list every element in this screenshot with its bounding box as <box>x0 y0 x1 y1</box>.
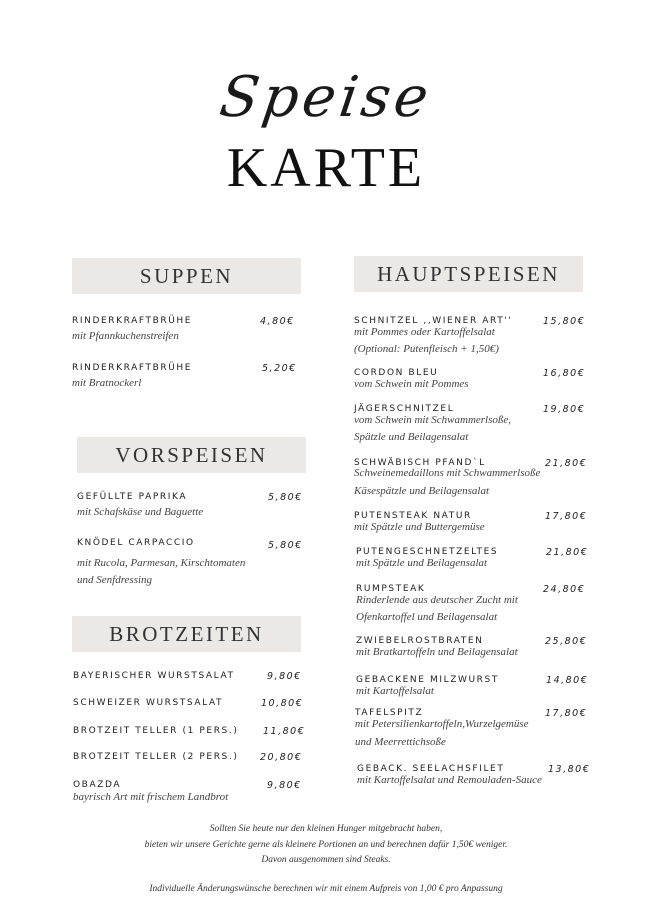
title-script: Speise <box>215 65 437 130</box>
item-price: 5,20€ <box>262 363 297 374</box>
item-name: JÄGERSCHNITZEL <box>354 404 455 414</box>
item-price: 5,80€ <box>268 540 303 551</box>
menu-item <box>73 780 303 810</box>
item-name: GEBACK. SEELACHSFILET <box>357 764 505 774</box>
item-name: CORDON BLEU <box>354 368 439 378</box>
item-description: mit Spätzle und Buttergemüse <box>354 521 485 533</box>
item-price: 17,80€ <box>545 511 588 522</box>
item-price: 25,80€ <box>545 636 588 647</box>
item-name: SCHWÄBISCH PFAND`L <box>354 458 486 468</box>
menu-item <box>354 368 590 396</box>
item-name: OBAZDA <box>73 780 122 790</box>
menu-item <box>77 538 307 590</box>
item-name: BAYERISCHER WURSTSALAT <box>73 671 235 681</box>
item-name: ZWIEBELROSTBRATEN <box>356 636 484 646</box>
item-name: SCHWEIZER WURSTSALAT <box>73 698 224 708</box>
footer-line: bieten wir unsere Gerichte gerne als kleinere Portionen an und berechnen dafür 1,50€ weniger. <box>144 839 508 850</box>
item-price: 9,80€ <box>267 671 302 682</box>
item-description: Käsespätzle und Beilagensalat <box>354 485 490 497</box>
item-price: 13,80€ <box>548 764 591 775</box>
item-price: 21,80€ <box>545 458 588 469</box>
menu-item <box>354 404 590 448</box>
item-description: bayrisch Art mit frischem Landbrot <box>73 791 229 803</box>
item-name: KNÖDEL CARPACCIO <box>77 538 195 548</box>
section-header-suppen: SUPPEN <box>72 258 301 294</box>
item-price: 14,80€ <box>546 675 589 686</box>
menu-item <box>72 363 302 395</box>
item-description: Ofenkartoffel und Beilagensalat <box>356 611 498 623</box>
menu-item <box>356 675 592 703</box>
item-name: SCHNITZEL ,,WIENER ART'' <box>354 316 513 326</box>
item-name: PUTENSTEAK NATUR <box>354 511 472 521</box>
item-description: mit Pommes oder Kartoffelsalat <box>354 326 495 338</box>
item-description: und Meerrettichsoße <box>355 736 446 748</box>
item-description: mit Pfannkuchenstreifen <box>72 330 179 342</box>
item-description: Rinderlende aus deutscher Zucht mit <box>356 594 518 606</box>
item-name: GEBACKENE MILZWURST <box>356 675 499 685</box>
item-description: (Optional: Putenfleisch + 1,50€) <box>354 343 499 355</box>
item-description: mit Kartoffelsalat <box>356 685 434 697</box>
footer-line: Davon ausgenommen sind Steaks. <box>261 855 391 865</box>
item-description: mit Petersilienkartoffeln,Wurzelgemüse <box>355 718 529 730</box>
menu-item <box>73 671 303 685</box>
item-description: mit Bratkartoffeln und Beilagensalat <box>356 646 518 658</box>
item-name: BROTZEIT TELLER (2 PERS.) <box>73 752 239 762</box>
menu-item <box>356 584 592 628</box>
item-description: und Senfdressing <box>77 574 153 586</box>
footer-line: Sollten Sie heute nur den kleinen Hunger mitgebracht haben, <box>209 824 443 834</box>
item-price: 19,80€ <box>543 404 586 415</box>
item-name: BROTZEIT TELLER (1 PERS.) <box>73 726 239 736</box>
menu-item <box>354 511 590 539</box>
item-description: vom Schwein mit Pommes <box>354 378 469 390</box>
item-price: 9,80€ <box>267 780 302 791</box>
item-description: mit Bratnockerl <box>72 377 142 389</box>
title-main: KARTE <box>226 137 426 199</box>
item-description: Spätzle und Beilagensalat <box>354 431 469 443</box>
menu-item <box>354 458 590 502</box>
item-name: RINDERKRAFTBRÜHE <box>72 316 193 326</box>
menu-item <box>73 698 303 712</box>
menu-item <box>73 752 303 766</box>
item-description: mit Schafskäse und Baguette <box>77 506 204 518</box>
menu-item <box>357 764 593 792</box>
item-price: 4,80€ <box>260 316 295 327</box>
section-header-brotzeiten: BROTZEITEN <box>72 616 301 652</box>
item-name: GEFÜLLTE PAPRIKA <box>77 492 188 502</box>
item-name: RUMPSTEAK <box>356 584 426 594</box>
item-price: 16,80€ <box>543 368 586 379</box>
item-price: 10,80€ <box>261 698 304 709</box>
item-price: 24,80€ <box>543 584 586 595</box>
menu-item <box>356 636 592 664</box>
item-description: mit Spätzle und Beilagensalat <box>356 557 488 569</box>
item-price: 5,80€ <box>268 492 303 503</box>
menu-item <box>354 316 590 362</box>
menu-item <box>73 726 306 740</box>
section-header-hauptspeisen: HAUPTSPEISEN <box>354 256 583 292</box>
item-name: TAFELSPITZ <box>355 708 424 718</box>
item-price: 20,80€ <box>260 752 303 763</box>
menu-item <box>356 547 592 575</box>
item-description: vom Schwein mit Schwammerlsoße, <box>354 414 512 426</box>
section-header-vorspeisen: VORSPEISEN <box>77 437 306 473</box>
item-name: RINDERKRAFTBRÜHE <box>72 363 193 373</box>
item-price: 21,80€ <box>546 547 589 558</box>
item-description: mit Kartoffelsalat und Remouladen-Sauce <box>357 774 542 786</box>
item-price: 11,80€ <box>263 726 306 737</box>
footer-note <box>0 822 652 869</box>
footer-surcharge-note: Individuelle Änderungswünsche berechnen wir mit einem Aufpreis von 1,00 € pro Anpassung <box>149 884 503 894</box>
item-description: Schweinemedaillons mit Schwammerlsoße <box>354 467 541 479</box>
menu-item <box>72 316 302 348</box>
item-price: 17,80€ <box>545 708 588 719</box>
item-name: PUTENGESCHNETZELTES <box>356 547 499 557</box>
item-description: mit Rucola, Parmesan, Kirschtomaten <box>77 557 246 569</box>
menu-item <box>355 708 591 752</box>
item-price: 15,80€ <box>543 316 586 327</box>
menu-item <box>77 492 307 524</box>
